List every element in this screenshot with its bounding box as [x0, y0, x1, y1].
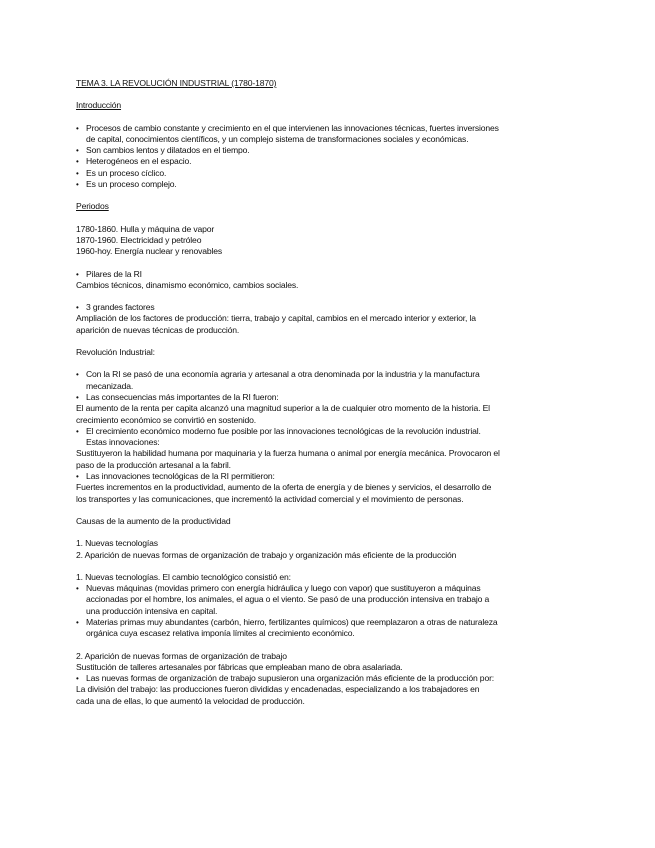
pillars-text: Cambios técnicos, dinamismo económico, cambios sociales. — [76, 279, 299, 290]
tech-bullet-line: orgánica cuya escasez relativa imponía límites al crecimiento económico. — [86, 628, 355, 639]
factors-text: aparición de nuevas técnicas de producción. — [76, 324, 240, 335]
revolution-bullet: • Las consecuencias más importantes de la RI fueron: — [76, 392, 576, 403]
revolution-text: El aumento de la renta per capita alcanzó una magnitud superior a la de cualquier otro momento de la historia. El — [76, 403, 490, 414]
org-text: Sustitución de talleres artesanales por fábricas que empleaban mano de obra asalariada. — [76, 661, 403, 672]
revolution-bullet-line: mecanizada. — [86, 380, 134, 391]
intro-bullet — [76, 123, 576, 146]
pillars-bullet: • Pilares de la RI — [76, 269, 576, 280]
tech-bullet-line: una producción intensiva en capital. — [86, 605, 218, 616]
causes-heading: Causas de la aumento de la productividad — [76, 515, 231, 526]
intro-bullet: • Es un proceso complejo. — [76, 179, 576, 190]
period-item: 1780-1860. Hulla y máquina de vapor — [76, 223, 215, 234]
factors-text: Ampliación de los factores de producción: tierra, trabajo y capital, cambios en el mercado interior y exterior, la — [76, 313, 476, 324]
revolution-bullet: • Las innovaciones tecnológicas de la RI permitieron: — [76, 471, 576, 482]
intro-bullet: • Heterogéneos en el espacio. — [76, 156, 576, 167]
tech-bullet-line: • Nuevas máquinas (movidas primero con energía hidráulica y luego con vapor) que sustituyeron a máquinas — [86, 583, 481, 594]
revolution-text: Fuertes incrementos en la productividad, aumento de la oferta de energía y de bienes y servicios, el desarrollo de — [76, 482, 492, 493]
revolution-text: los transportes y las comunicaciones, que incrementó la actividad comercial y el movimiento de personas. — [76, 493, 464, 504]
revolution-text: Sustituyeron la habilidad humana por maquinaria y la fuerza humana o animal por energía mecánica. Provocaron el — [76, 448, 500, 459]
intro-bullet: • Son cambios lentos y dilatados en el tiempo. — [76, 145, 576, 156]
period-item: 1870-1960. Electricidad y petróleo — [76, 234, 202, 245]
revolution-heading: Revolución Industrial: — [76, 347, 155, 358]
factors-bullet: • 3 grandes factores — [76, 302, 576, 313]
periods-heading: Periodos — [76, 201, 109, 212]
tech-heading: 1. Nuevas tecnologías. El cambio tecnológico consistió en: — [76, 571, 291, 582]
revolution-bullet — [76, 369, 576, 392]
org-bullet: • Las nuevas formas de organización de trabajo supusieron una organización más eficiente de la producción por: — [76, 673, 576, 684]
org-text: La división del trabajo: las producciones fueron divididas y encadenadas, especializando a los trabajadores en — [76, 684, 480, 695]
tech-bullet — [76, 617, 576, 640]
intro-bullet-line: • Procesos de cambio constante y crecimiento en el que intervienen las innovaciones técnicas, fuertes inversiones — [86, 122, 499, 133]
intro-bullet-line: de capital, conocimientos científicos, y un complejo sistema de transformaciones sociales y económicas. — [86, 133, 469, 144]
revolution-bullet — [76, 426, 576, 449]
tech-bullet-line: accionadas por el hombre, los animales, el agua o el viento. Se pasó de una producción intensiva en trabajo a — [86, 594, 490, 605]
org-text: cada una de ellas, lo que aumentó la velocidad de producción. — [76, 695, 305, 706]
revolution-bullet-line: Estas innovaciones: — [86, 437, 160, 448]
causes-item: 2. Aparición de nuevas formas de organización de trabajo y organización más eficiente de la producción — [76, 549, 457, 560]
revolution-bullet-line: • Con la RI se pasó de una economía agraria y artesanal a otra denominada por la industria y la manufactura — [86, 369, 480, 380]
revolution-text: paso de la producción artesanal a la fabril. — [76, 459, 231, 470]
tech-bullet — [76, 583, 576, 617]
document-page — [76, 78, 576, 707]
intro-heading: Introducción — [76, 100, 122, 111]
period-item: 1960-hoy. Energía nuclear y renovables — [76, 246, 223, 257]
document-title: TEMA 3. LA REVOLUCIÓN INDUSTRIAL (1780-1870) — [76, 78, 277, 88]
intro-bullet: • Es un proceso cíclico. — [76, 168, 576, 179]
tech-bullet-line: • Materias primas muy abundantes (carbón, hierro, fertilizantes químicos) que reemplazaron a otras de naturaleza — [86, 616, 498, 627]
causes-item: 1. Nuevas tecnologías — [76, 538, 158, 549]
revolution-text: crecimiento económico se convirtió en sostenido. — [76, 414, 257, 425]
revolution-bullet-line: • El crecimiento económico moderno fue posible por las innovaciones tecnológicas de la revolución industrial. — [86, 425, 481, 436]
org-heading: 2. Aparición de nuevas formas de organización de trabajo — [76, 650, 287, 661]
